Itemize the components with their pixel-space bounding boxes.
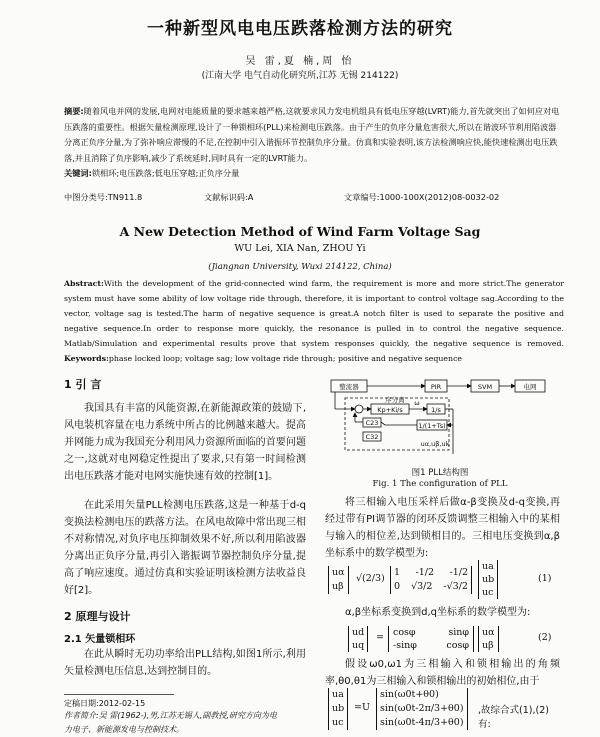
section-1-para-1: 我国具有丰富的风能资源,在新能源政策的鼓励下,风电装机容量在电力系统中所占的比例越来越大。提高并网能力成为我国充分利用风力资源所面临的首要问题之一,这就对电网稳定性提出了要求,只有第一时间检测出电压跌落才能对电网实施快速有效的控制[1]。 xyxy=(64,403,306,482)
english-authors: WU Lei, XIA Nan, ZHOU Yi xyxy=(234,243,366,254)
c32-label: C32 xyxy=(365,433,379,441)
eq3-lhs-a: ua xyxy=(332,689,344,700)
eq1-m-12: -1/2 xyxy=(415,567,435,578)
eq3-rhs-c: sin(ω0t-4π/3+θ0) xyxy=(380,717,464,728)
eq1-m-13: -1/2 xyxy=(449,567,468,578)
equation-3 xyxy=(328,688,560,732)
eq2-m-12: sinφ xyxy=(448,627,469,638)
eq1-coefficient: √(2/3) xyxy=(356,573,385,584)
right-para-2: α,β坐标系变换到d,q坐标系的数学模型为: xyxy=(345,607,531,618)
right-para-1: 将三相输入电压采样后做α-β变换及d-q变换,再经过带有PI调节器的闭环反馈调整三相输入中的某相与输入的相位差,达到锁相目的。三相电压变换到α,β坐标系中的数学模型为: xyxy=(325,497,560,559)
summing-junction xyxy=(355,405,363,413)
equation-1 xyxy=(328,560,560,602)
section-1-para-2: 在此采用矢量PLL检测电压跌落,这是一种基于d-q变换法检测电压的跌落方法。在风电故障中常出现三相不对称情况,对负序电压抑制效果不好,所以利用陷波器分离出正负序分量,再引入谐振调节器控制负序分量,提高了响应速度。通过仿真和实验证明该检测方法收益良好[2]。 xyxy=(64,500,306,596)
section-1-heading: 1 引 言 xyxy=(64,378,102,391)
eq3-rhs-a: sin(ω0t+θ0) xyxy=(380,689,439,700)
section-2-heading: 2 原理与设计 xyxy=(64,610,131,623)
eq3-lhs-c: uc xyxy=(332,717,344,728)
eq2-m-11: cosφ xyxy=(393,627,416,638)
footnote-bio: 作者简介:吴 雷(1962-),男,江苏无锡人,副教授,研究方向为电力电子、新能源发电与控制技术。 xyxy=(64,711,277,734)
affiliation: (江南大学 电气自动化研究所,江苏 无锡 214122) xyxy=(201,71,399,81)
seq-separation-label: 序分离 xyxy=(385,396,405,404)
doc-code: 文献标识码:A xyxy=(204,192,254,202)
eq2-rhs-beta: uβ xyxy=(482,640,494,651)
section-2-1-heading: 2.1 矢量锁相环 xyxy=(64,634,136,645)
pll-diagram xyxy=(325,372,555,462)
grid-label: 电网 xyxy=(523,383,537,391)
c23-label: C23 xyxy=(365,419,379,427)
footnote-divider xyxy=(64,694,174,695)
english-keywords-text: phase locked loop; voltage sag; low voltage ride through; positive and negative sequence xyxy=(108,354,463,363)
clc-number: 中图分类号:TN911.8 xyxy=(64,192,143,202)
eq2-equals: = xyxy=(376,632,384,643)
abstract-cn xyxy=(64,104,564,182)
omega-label: ω xyxy=(414,399,420,407)
eq1-rhs-a: ua xyxy=(482,561,494,572)
english-abstract xyxy=(64,276,564,366)
eq3-coefficient: =U xyxy=(354,702,370,713)
eq2-m-22: cosφ xyxy=(446,640,469,651)
eq1-rhs-c: uc xyxy=(482,587,494,598)
rectifier-label: 整流器 xyxy=(339,383,359,391)
eq1-m-21: 0 xyxy=(394,581,401,592)
eq2-lhs-d: ud xyxy=(352,627,365,638)
abstract-cn-label: 摘要: xyxy=(64,106,84,116)
eq1-rhs-b: ub xyxy=(482,574,495,585)
english-abstract-label: Abstract: xyxy=(64,279,104,288)
eq3-rhs-b: sin(ω0t-2π/3+θ0) xyxy=(380,703,464,714)
lpf-label: 1/(1+Ts) xyxy=(418,422,446,430)
figure-caption-cn: 图1 PLL结构图 xyxy=(411,468,469,478)
eq1-number: (1) xyxy=(538,573,552,584)
right-para-3: 假设ω0,ω1为三相输入和锁相输出的角频率,θ0,θ1为三相输入和锁相输出的初始相位,由于 xyxy=(325,659,560,687)
eq2-rhs-alpha: uα xyxy=(482,627,495,638)
eq3-tail-text: ,故综合式(1),(2)有: xyxy=(478,705,549,730)
eq1-m-22: √3/2 xyxy=(411,581,433,592)
eq2-lhs-q: uq xyxy=(352,640,365,651)
english-title: A New Detection Method of Wind Farm Voltage Sag xyxy=(119,224,481,239)
eq3-lhs-b: ub xyxy=(332,703,345,714)
authors: 吴 雷,夏 楠,周 怡 xyxy=(245,56,355,67)
paper-title: 一种新型风电电压跌落检测方法的研究 xyxy=(147,19,453,39)
keywords-cn xyxy=(64,166,564,182)
section-2-1-para: 在此从瞬时无功功率给出PLL结构,如图1所示,利用矢量检测电压信息,达到控制目的。 xyxy=(64,649,306,677)
svm-label: SVM xyxy=(477,383,493,391)
keywords-cn-text: 锁相环;电压跌落;低电压穿越;正负序分量 xyxy=(91,168,240,178)
figure-caption-en: Fig. 1 The configuration of PLL xyxy=(372,479,508,489)
article-number: 文章编号:1000-100X(2012)08-0032-02 xyxy=(344,192,500,202)
keywords-cn-label: 关键词: xyxy=(64,168,92,178)
eq2-number: (2) xyxy=(538,632,552,643)
english-keywords-label: Keywords: xyxy=(64,354,109,363)
eq1-lhs-alpha: uα xyxy=(332,567,345,578)
footnote-received: 定稿日期:2012-02-15 xyxy=(64,699,146,708)
eq1-m-11: 1 xyxy=(394,567,401,578)
eq2-m-21: -sinφ xyxy=(393,640,417,651)
pir-label: PIR xyxy=(430,383,442,391)
pi-label: Kp+Ki/s xyxy=(377,406,403,414)
english-affiliation: (Jiangnan University, Wuxi 214122, China) xyxy=(208,262,392,272)
integrator-label: 1/s xyxy=(431,406,441,414)
english-abstract-text: With the development of the grid-connected wind farm, the requirement is more and more strict.The generator system must have some ability of low voltage ride through, therefore, it is important to control voltage sag.According to the vector, voltage sag is tested.The harm of negative sequence is great.A notch filter is used to separate the positive and negative sequence.In order to response more quickly, the resonance is pulled in to control the negative sequence. Matlab/Simulation and experimental results prove that system responses quickly, the negative sequence is removed. xyxy=(64,279,564,348)
equation-2 xyxy=(328,624,560,656)
eq1-lhs-beta: uβ xyxy=(332,581,344,592)
eq1-m-23: -√3/2 xyxy=(443,581,468,592)
metadata-row xyxy=(64,192,564,203)
abstract-cn-text: 随着风电并网的发展,电网对电能质量的要求越来越严格,这就要求风力发电机组具有低电压穿越(LVRT)能力,首先就突出了如何应对电压跌落的重要性。根据矢量检测原理,设计了一种锁相环(PLL)来检测电压跌落。由于产生的负序分量危害很大,所以在谐波环节利用陷波器分离正负序分量,为了弥补响应滞慢的不足,在控制中引入谐振环节控制负序分量。仿真和实验表明,该方法检测响应快,能快速检测出电压跌落,并且消除了负序影响,减少了系统延时,同时具有一定的LVRT能力。 xyxy=(64,106,560,163)
output-label: uα,uβ,uk xyxy=(420,440,450,448)
